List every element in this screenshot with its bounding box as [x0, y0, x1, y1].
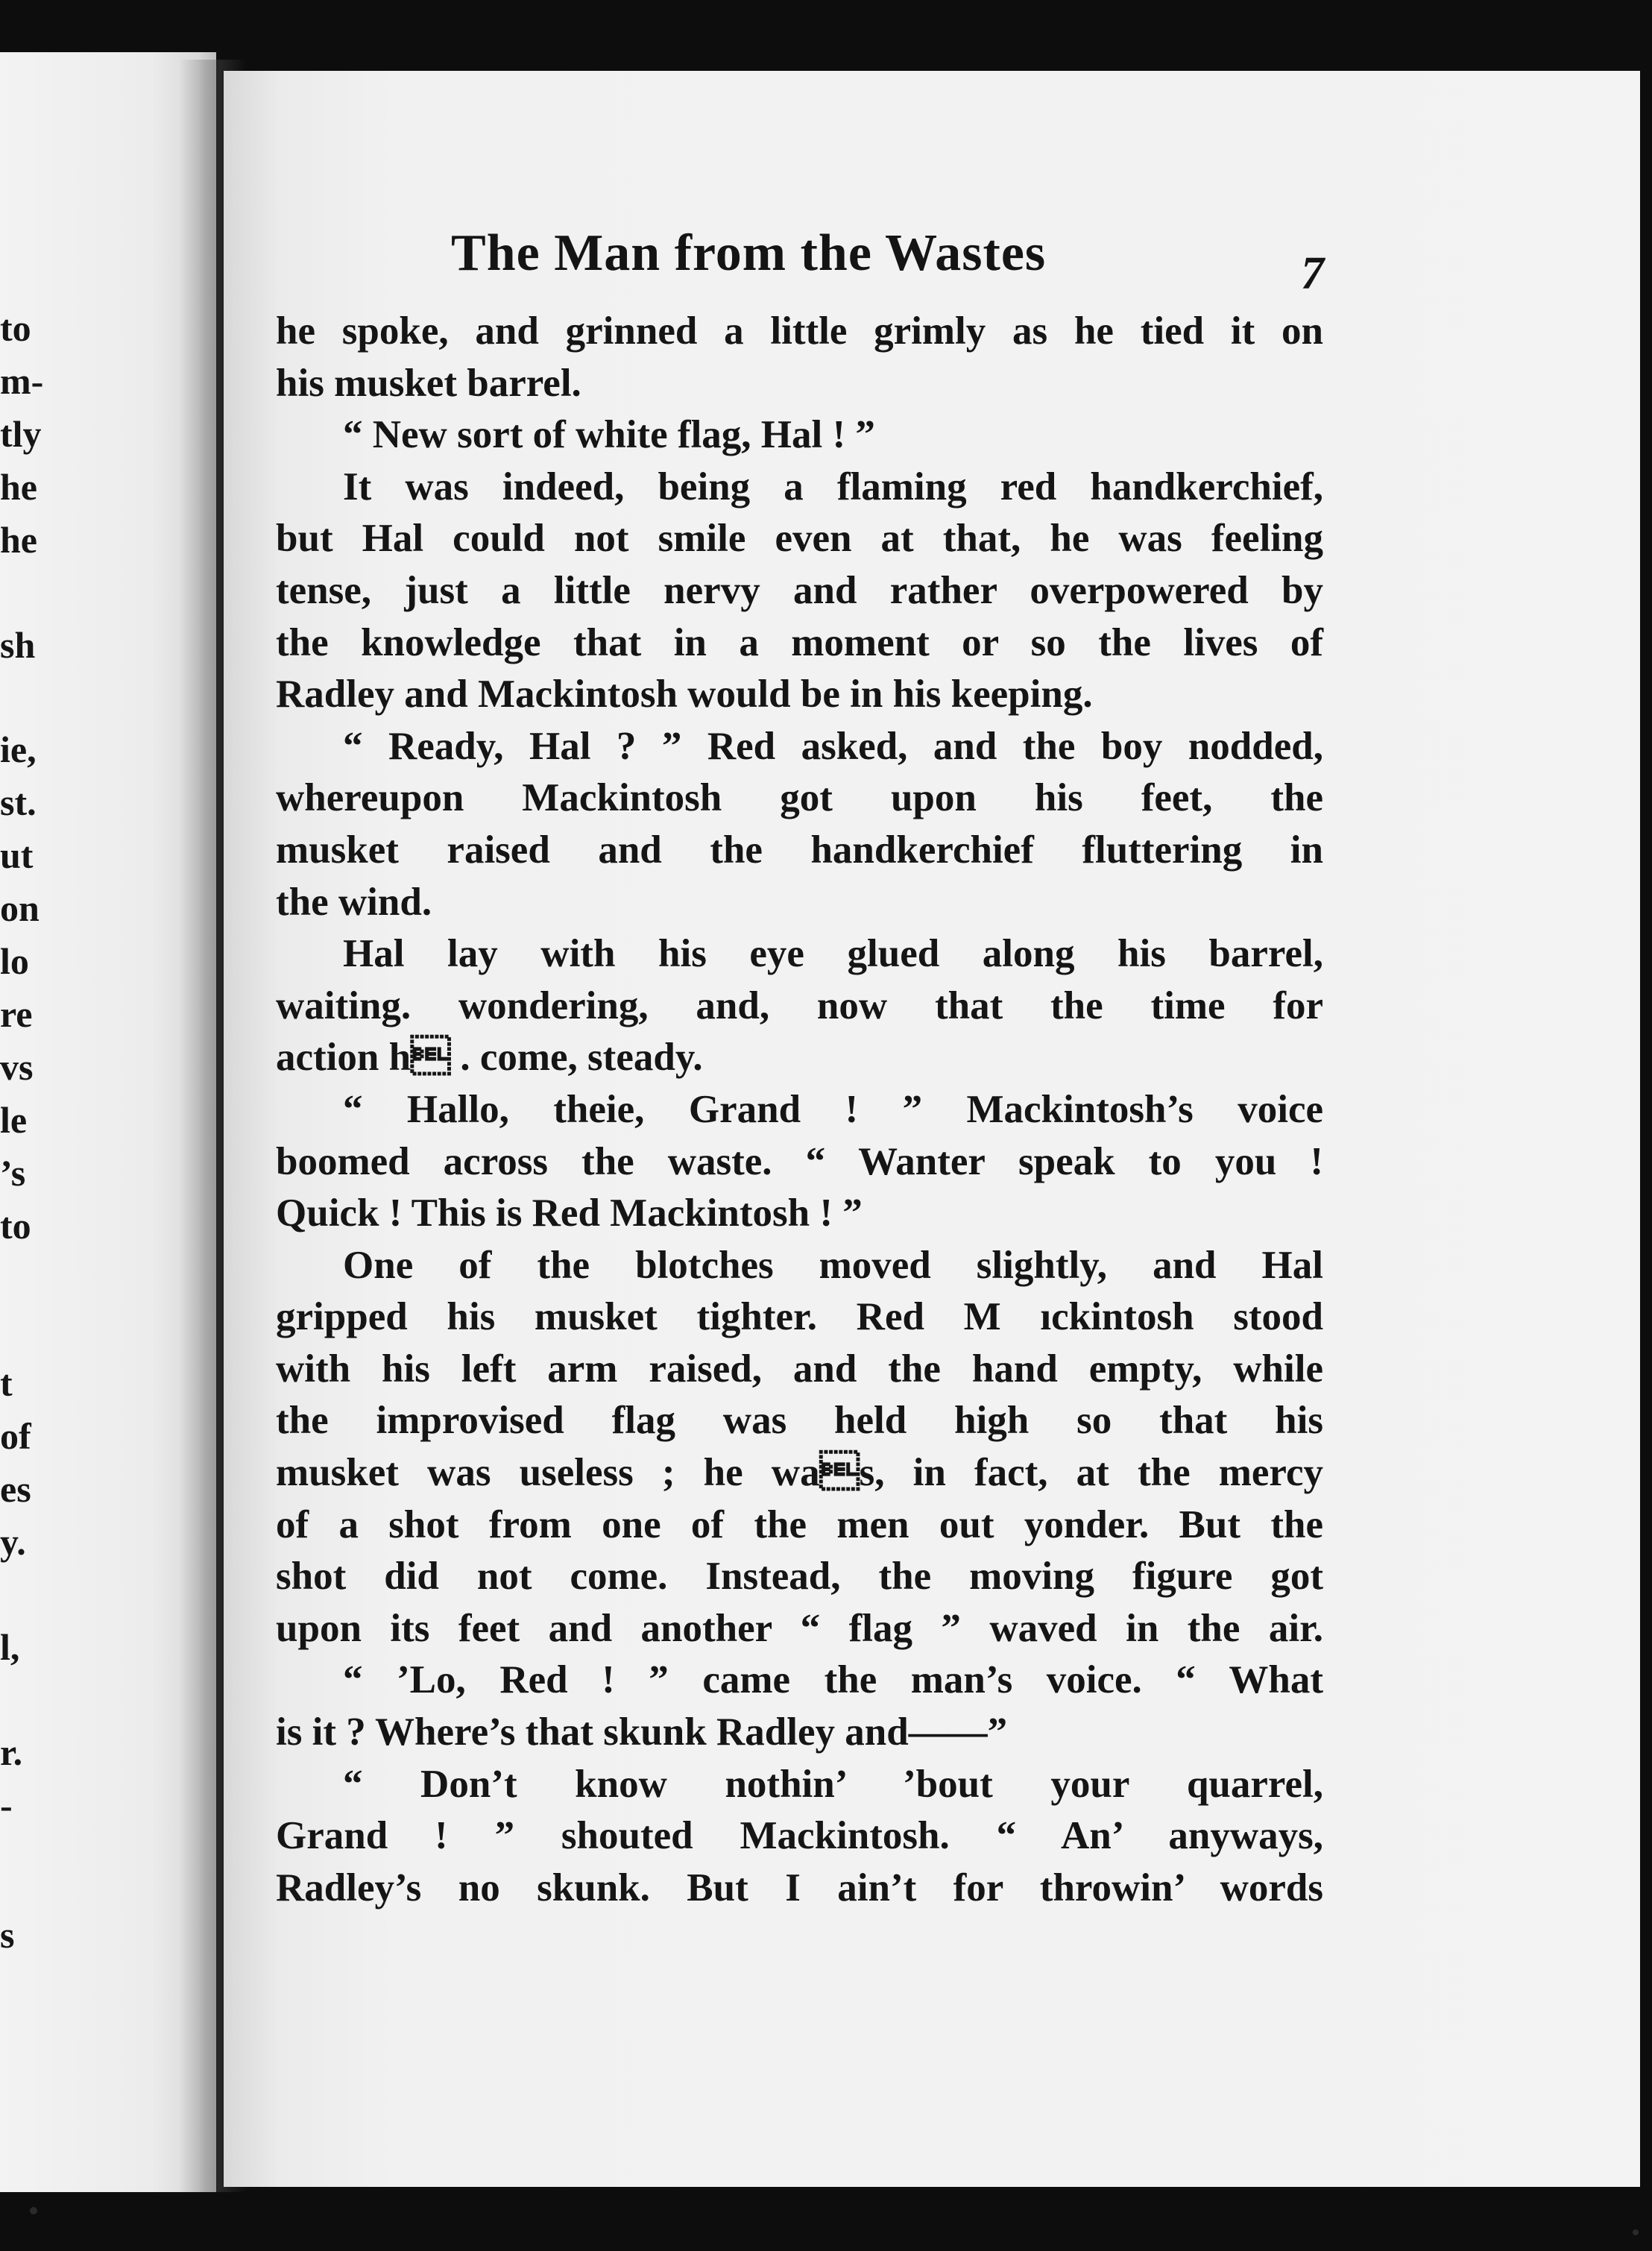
left-page-line: l,	[0, 1626, 20, 1668]
scan-speck	[1633, 2229, 1639, 2235]
text-line: “ Ready, Hal ? ” Red asked, and the boy nodded,	[343, 724, 1323, 768]
scan-speck	[30, 2207, 37, 2214]
page-number: 7	[1301, 248, 1324, 299]
text-line: the improvised flag was held high so that his	[276, 1399, 1323, 1443]
left-page-line: s	[0, 1914, 15, 1956]
text-line: action h . come, steady.	[276, 1036, 703, 1080]
left-page-line: es	[0, 1468, 31, 1510]
text-line: with his left arm raised, and the hand empty, while	[276, 1347, 1323, 1391]
left-page-line: ut	[0, 834, 34, 876]
text-line: One of the blotches moved slightly, and Hal	[343, 1243, 1323, 1287]
text-line: his musket barrel.	[276, 361, 581, 405]
text-line: musket was useless ; he was, in fact, at the mercy	[276, 1451, 1323, 1495]
text-line: the wind.	[276, 880, 432, 924]
text-line: Radley’s no skunk. But I ain’t for throwin’ words	[276, 1866, 1323, 1910]
left-page-line: ’s	[0, 1152, 26, 1194]
left-page-line: lo	[0, 940, 29, 982]
text-line: “ Don’t know nothin’ ’bout your quarrel,	[343, 1762, 1323, 1806]
text-line: shot did not come. Instead, the moving figure got	[276, 1555, 1323, 1599]
left-page-line: tly	[0, 413, 42, 455]
left-page-line: t	[0, 1362, 13, 1404]
text-line: tense, just a little nervy and rather overpowered by	[276, 568, 1323, 612]
running-head: The Man from the Wastes	[451, 224, 1047, 282]
text-line: but Hal could not smile even at that, he was feeling	[276, 517, 1323, 561]
text-line: It was indeed, being a flaming red handkerchief,	[343, 465, 1323, 509]
left-page-line: of	[0, 1415, 31, 1457]
text-line: Grand ! ” shouted Mackintosh. “ An’ anyways,	[276, 1814, 1323, 1858]
left-page-line: he	[0, 466, 37, 508]
text-line: Quick ! This is Red Mackintosh ! ”	[276, 1191, 863, 1235]
text-line: “ New sort of white flag, Hal ! ”	[343, 413, 875, 457]
left-page-line: r.	[0, 1731, 23, 1773]
text-line: “ Hallo, theie, Grand ! ” Mackintosh’s voice	[343, 1087, 1323, 1131]
text-line: whereupon Mackintosh got upon his feet, the	[276, 776, 1323, 820]
text-line: the knowledge that in a moment or so the lives of	[276, 620, 1323, 664]
text-line: of a shot from one of the men out yonder. But the	[276, 1502, 1323, 1546]
text-line: Hal lay with his eye glued along his barrel,	[343, 932, 1323, 976]
left-page-line: -	[0, 1784, 13, 1826]
left-page-line: he	[0, 519, 37, 561]
text-line: gripped his musket tighter. Red M ıckintosh stood	[276, 1295, 1323, 1339]
body-text	[276, 306, 1323, 1914]
left-page-line: ie,	[0, 728, 37, 770]
left-page-line: vs	[0, 1046, 34, 1088]
left-page-line: le	[0, 1099, 28, 1141]
left-page-line: to	[0, 307, 31, 349]
text-line: boomed across the waste. “ Wanter speak to you !	[276, 1139, 1323, 1183]
left-page-line: to	[0, 1205, 31, 1247]
text-line: upon its feet and another “ flag ” waved in the air.	[276, 1606, 1323, 1650]
text-line: Radley and Mackintosh would be in his keeping.	[276, 673, 1093, 717]
text-line: “ ’Lo, Red ! ” came the man’s voice. “ What	[343, 1658, 1323, 1702]
text-line: is it ? Where’s that skunk Radley and——”	[276, 1710, 1008, 1754]
text-line: he spoke, and grinned a little grimly as he tied it on	[276, 309, 1323, 353]
left-page-line: on	[0, 887, 40, 929]
text-line: waiting. wondering, and, now that the time for	[276, 983, 1323, 1027]
left-page-line: m-	[0, 360, 44, 402]
left-page-line: st.	[0, 781, 37, 823]
left-page-line: re	[0, 993, 33, 1035]
left-page-line: sh	[0, 624, 36, 666]
left-page-line: y.	[0, 1521, 26, 1563]
text-line: musket raised and the handkerchief fluttering in	[276, 828, 1323, 872]
